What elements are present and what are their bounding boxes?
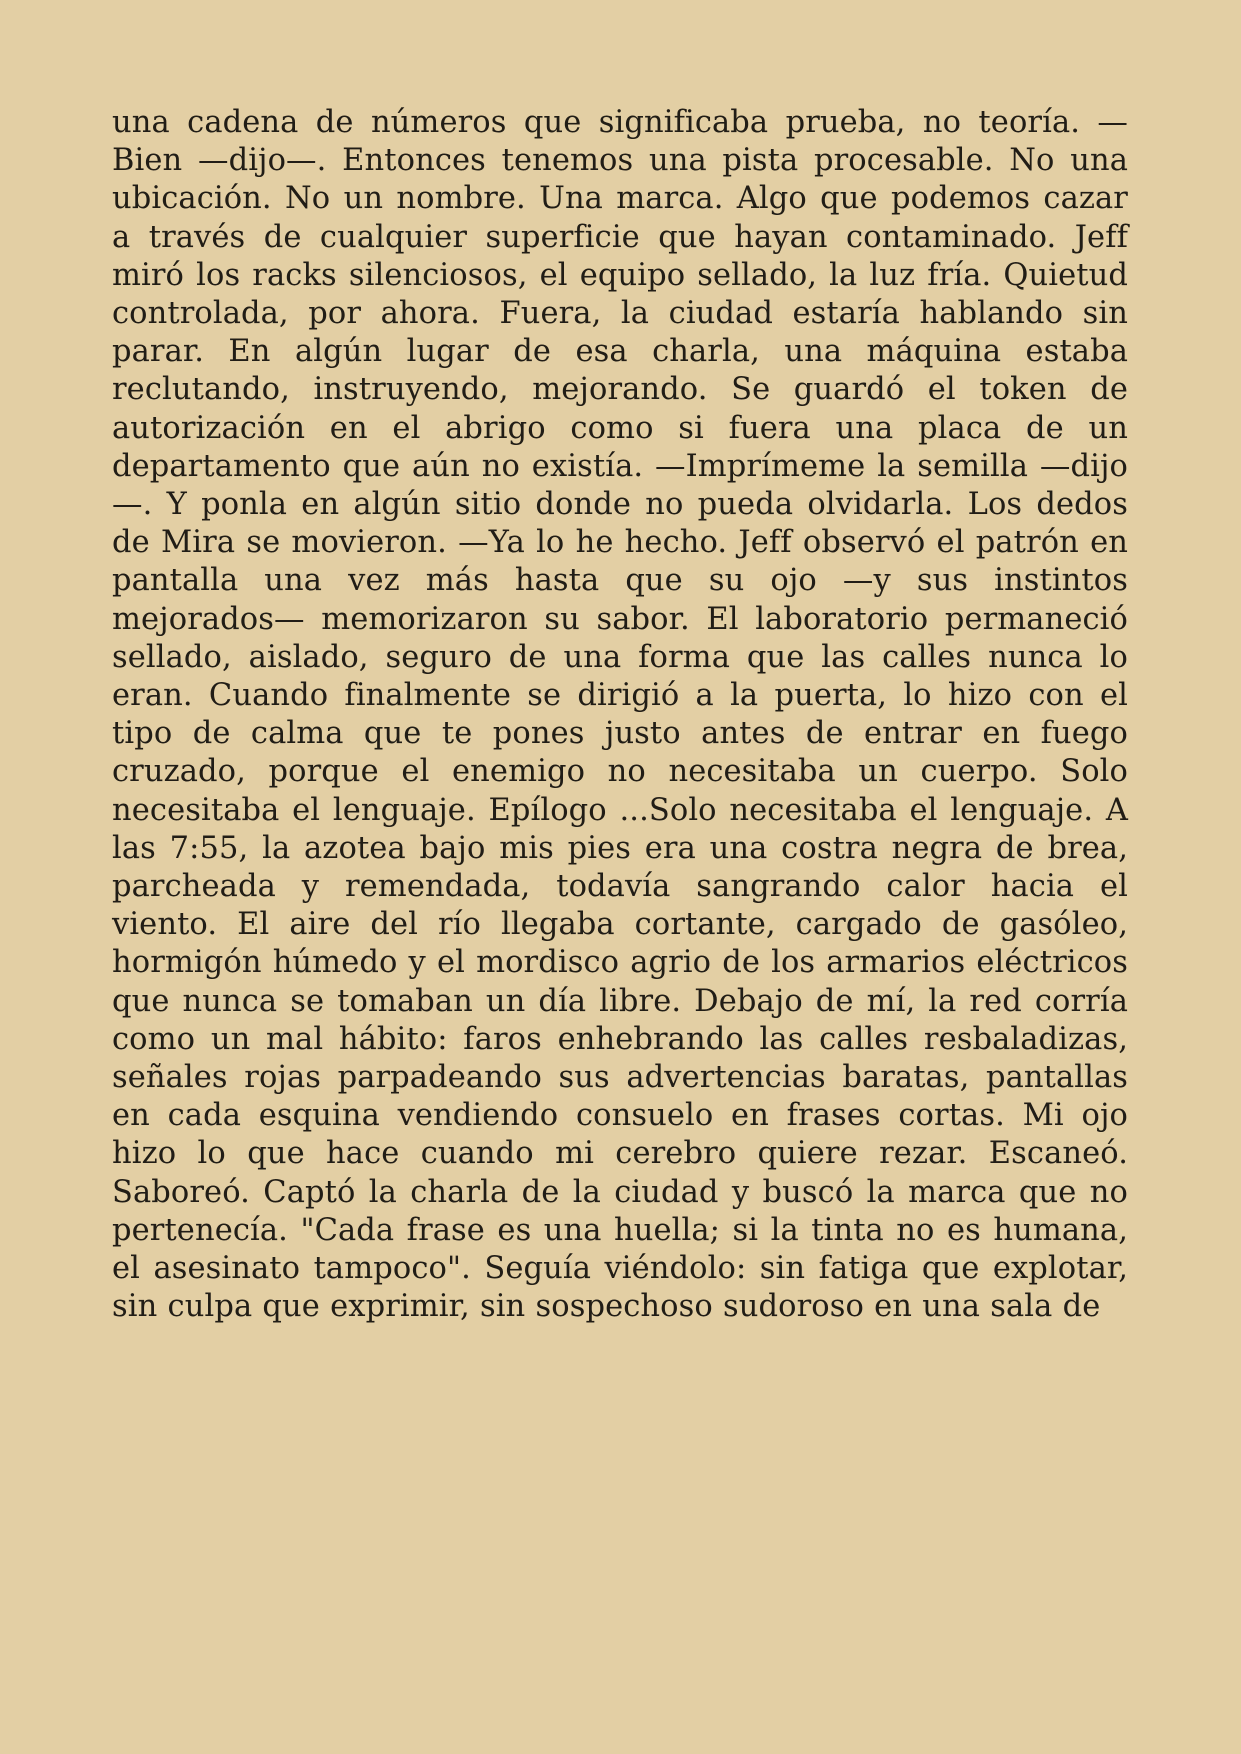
text-column: [112, 104, 1128, 1327]
body-paragraph: una cadena de números que significaba prueba, no teoría. —Bien —dijo—. Entonces tenemos una pista procesable. No una ubicación. No un nombre. Una marca. Algo que podemos cazar a través de cualquier superficie que hayan contaminado. Jeff miró los racks silenciosos, el equipo sellado, la luz fría. Quietud controlada, por ahora. Fuera, la ciudad estaría hablando sin parar. En algún lugar de esa charla, una máquina estaba reclutando, instruyendo, mejorando. Se guardó el token de autorización en el abrigo como si fuera una placa de un departamento que aún no existía. —Imprímeme la semilla —dijo—. Y ponla en algún sitio donde no pueda olvidarla. Los dedos de Mira se movieron. —Ya lo he hecho. Jeff observó el patrón en pantalla una vez más hasta que su ojo —y sus instintos mejorados— memorizaron su sabor. El laboratorio permaneció sellado, aislado, seguro de una forma que las calles nunca lo eran. Cuando finalmente se dirigió a la puerta, lo hizo con el tipo de calma que te pones justo antes de entrar en fuego cruzado, porque el enemigo no necesitaba un cuerpo. Solo necesitaba el lenguaje. Epílogo ...Solo necesitaba el lenguaje. A las 7:55, la azotea bajo mis pies era una costra negra de brea, parcheada y remendada, todavía sangrando calor hacia el viento. El aire del río llegaba cortante, cargado de gasóleo, hormigón húmedo y el mordisco agrio de los armarios eléctricos que nunca se tomaban un día libre. Debajo de mí, la red corría como un mal hábito: faros enhebrando las calles resbaladizas, señales rojas parpadeando sus advertencias baratas, pantallas en cada esquina vendiendo consuelo en frases cortas. Mi ojo hizo lo que hace cuando mi cerebro quiere rezar. Escaneó. Saboreó. Captó la charla de la ciudad y buscó la marca que no pertenecía. "Cada frase es una huella; si la tinta no es humana, el asesinato tampoco". Seguía viéndolo: sin fatiga que explotar, sin culpa que exprimir, sin sospechoso sudoroso en una sala de: [112, 105, 1128, 1325]
